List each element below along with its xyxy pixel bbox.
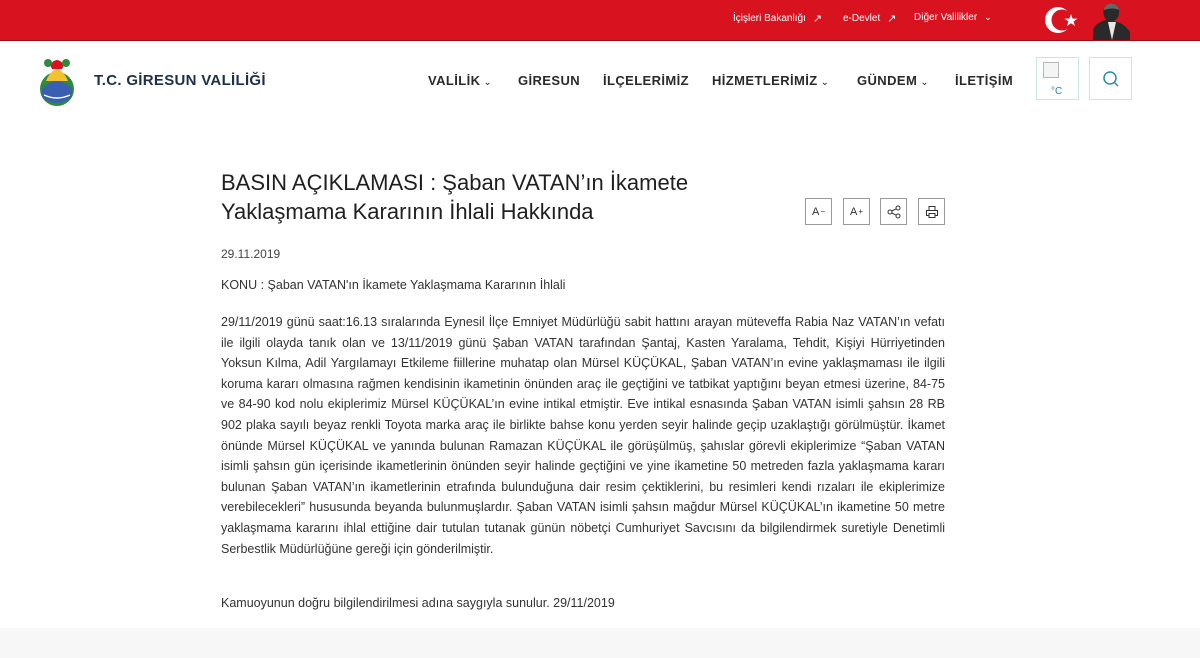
external-arrow-icon: ↗ <box>812 13 823 25</box>
link-icisleri-bakanligi[interactable] <box>733 12 822 25</box>
increase-font-label: A <box>849 205 858 218</box>
minus-sign: − <box>820 207 825 216</box>
print-button[interactable] <box>918 198 945 225</box>
nav-iletisim[interactable] <box>955 73 1013 88</box>
article-body: 29/11/2019 günü saat:16.13 sıralarında Eynesil İlçe Emniyet Müdürlüğü sabit hattını arayan müteveffa Rabia Naz VATAN’ın vefatı ile ilgili olayda tanık olan ve 13/11/2019 günü Şaban VATAN tarafından Şantaj, Kasten Yaralama, Tehdit, Kişiyi Hürriyetinden Yoksun Kılma, Adil Yargılamayı Etkileme fiillerine muhatap olan Mürsel KÜÇÜKAL, Şaban VATAN’ın evine yaklaşmaması ile ilgili koruma kararı olmasına rağmen kendisinin ikametinin önünden araç ile geçtiğini ve tatbikat yaptığını beyan etmesi üzerine, 84-75 ve 84-90 kod nolu ekiplerimiz Mürsel KÜÇÜKAL’ın evine intikal etmiştir. Eve intikal esnasında Şaban VATAN isimli şahsın 28 RB 902 plaka sayılı beyaz renkli Toyota marka araç ile birlikte bahse konu yerden seyir halinde geçip uzaklaştığı görülmüştür. İkamet önünde Mürsel KÜÇÜKAL ve yanında bulunan Ramazan KÜÇÜKAL ile görüşülmüş, şahıslar görevli ekiplerimize “Şaban VATAN isimli şahsın gün içerisinde ikametlerinin önünden seyir halinde geçtiğini ve yine ikametine 50 metreden fazla yaklaşmama kararı bulunan Şaban VATAN’ın ikametlerinin etrafında bulunduğuna dair resim çektiklerini, bu resimleri kendi rızaları ile ekiplerimize verebilecekleri” hususunda beyanda bulunmuşlardır. Şaban VATAN isimli şahsın mağdur Mürsel KÜÇÜKAL’ın ikametine 50 metre yaklaşmama kararını ihlal ettiğine dair tutulan tutanak günün nöbetçi Cumhuriyet Savcısını da bilgilendirmek suretiyle Denetimli Serbestlik Müdürlüğüne gereği için gönderilmiştir. <box>221 315 945 556</box>
nav-label: İLETİŞİM <box>955 73 1014 88</box>
article-closing: Kamuoyunun doğru bilgilendirilmesi adına saygıyla sunulur. 29/11/2019 <box>221 596 615 610</box>
nav-giresun[interactable] <box>518 73 580 88</box>
weather-widget[interactable] <box>1036 57 1079 100</box>
share-button[interactable] <box>880 198 907 225</box>
nav-label: GİRESUN <box>518 73 581 88</box>
chevron-down-icon: ⌄ <box>820 77 830 88</box>
article-date: 29.11.2019 <box>221 247 281 261</box>
footer-strip <box>0 628 1200 658</box>
nav-valilik[interactable] <box>428 73 492 88</box>
decrease-font-label: A <box>811 205 820 218</box>
nav-label: VALİLİK <box>428 73 481 88</box>
decrease-font-button[interactable] <box>805 198 832 225</box>
dropdown-diger-valilikler[interactable] <box>914 12 992 23</box>
link-label: İçişleri Bakanlığı <box>733 13 806 24</box>
chevron-down-icon: ⌄ <box>920 77 929 88</box>
flag-ataturk-image <box>1038 0 1133 40</box>
weather-unit: °C <box>1051 86 1063 97</box>
increase-font-button[interactable] <box>843 198 870 225</box>
search-icon <box>1090 58 1133 101</box>
article-title: BASIN AÇIKLAMASI : Şaban VATAN’ın İkamete Yaklaşmama Kararının İhlali Hakkında <box>221 170 689 224</box>
external-arrow-icon: ↗ <box>887 13 897 25</box>
chevron-down-icon: ⌄ <box>984 12 992 22</box>
nav-label: İLÇELERİMİZ <box>603 73 690 88</box>
nav-gundem[interactable] <box>857 73 929 88</box>
share-icon <box>887 205 901 219</box>
weather-icon <box>1043 62 1059 78</box>
chevron-down-icon: ⌄ <box>483 77 493 88</box>
nav-label: GÜNDEM <box>857 73 918 88</box>
giresun-logo[interactable] <box>34 51 80 109</box>
search-button[interactable] <box>1089 57 1132 100</box>
nav-ilcelerimiz[interactable] <box>603 73 689 88</box>
link-label: Diğer Valilikler <box>914 12 978 23</box>
article-subject: KONU : Şaban VATAN'ın İkamete Yaklaşmama Kararının İhlali <box>221 278 566 292</box>
nav-hizmetlerimiz[interactable] <box>712 73 829 88</box>
site-title[interactable]: T.C. GİRESUN VALİLİĞİ <box>94 72 266 89</box>
link-e-devlet[interactable] <box>843 12 896 25</box>
link-label: e-Devlet <box>843 13 881 24</box>
print-icon <box>925 205 939 219</box>
plus-sign: + <box>858 207 863 216</box>
site-header <box>0 41 1200 123</box>
nav-label: HİZMETLERİMİZ <box>712 73 818 88</box>
top-bar <box>0 0 1200 41</box>
